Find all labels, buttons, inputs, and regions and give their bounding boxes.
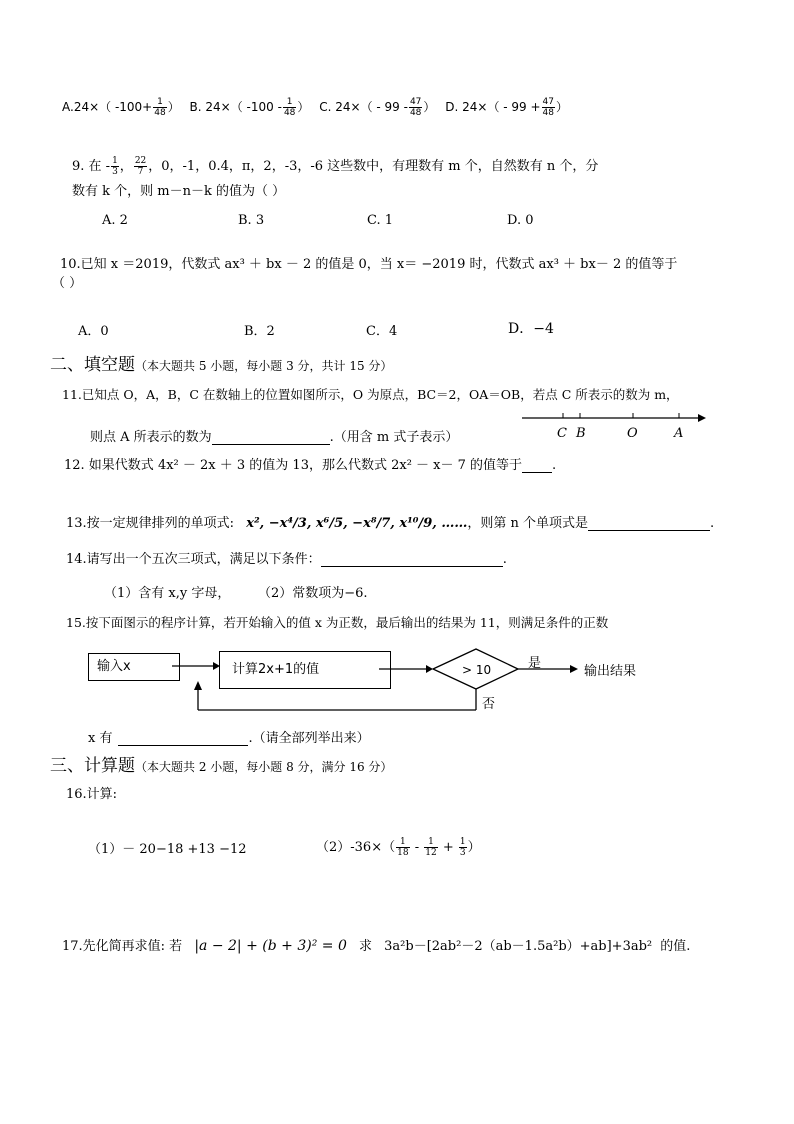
- flow-yes-label: 是: [528, 656, 542, 671]
- q11-line1: 11.已知点 O，A，B，C 在数轴上的位置如图所示，O 为原点，BC＝2，OA＝OB，若点 C 所表示的数为 m，: [62, 387, 679, 402]
- q9-option-c: C. 1: [367, 213, 394, 228]
- q13-text: 13.按一定规律排列的单项式: x², −x⁴/3, x⁶/5, −x⁸/7, x¹⁰/9, ……，则第 n 个单项式是 .: [66, 516, 715, 531]
- q17-expression: 3a²b－[2ab²－2（ab－1.5a²b）+ab]+3ab²: [384, 939, 653, 954]
- q9-line2: 数有 k 个，则 m－n－k 的值为（ ）: [72, 184, 286, 199]
- q16-part2: （2）-36×（ $\frac{1}{18}$ - $\frac{1}{12}$ + $\frac{1}{3}$ ）: [316, 837, 481, 858]
- q9-line1: 9. 在 - $\frac{1}{3}$ ， $\frac{22}{7}$ ，0，-1，0.4，π，2，-3，-6 这些数中，有理数有 m 个，自然数有 n 个，分: [72, 156, 599, 177]
- q9-option-d: D. 0: [507, 213, 534, 228]
- q10-text: 10.已知 x ＝2019，代数式 ax³ ＋ bx － 2 的值是 0，当 x＝ −2019 时，代数式 ax³ ＋ bx－ 2 的值等于: [60, 257, 678, 272]
- axis-label-a: A: [674, 426, 684, 441]
- q16-part1: （1）－ 20−18 +13 −12: [88, 842, 247, 857]
- axis-label-b: B: [576, 426, 586, 441]
- flow-diamond-label: > 10: [462, 663, 492, 677]
- q15-line2: x 有 .（请全部列举出来）: [88, 731, 370, 746]
- q9-option-b: B. 3: [238, 213, 265, 228]
- q8-option-c: C. 24×（ - 99 - $\frac{47}{48}$ ）: [319, 97, 436, 118]
- q10-paren: （ ）: [52, 276, 83, 291]
- q13-series: x², −x⁴/3, x⁶/5, −x⁸/7, x¹⁰/9, ……: [246, 516, 468, 531]
- q9-option-a: A. 2: [102, 213, 128, 228]
- q10-option-b: B．2: [244, 324, 275, 339]
- q8-option-b: B. 24×（ -100 - $\frac{1}{48}$ ）: [189, 97, 310, 118]
- q10-option-d: D．−4: [508, 321, 554, 337]
- flow-input-box: 输入x: [88, 653, 180, 681]
- section3-heading: 三、计算题（本大题共 2 小题，每小题 8 分，满分 16 分）: [50, 756, 393, 776]
- section2-heading: 二、填空题（本大题共 5 小题，每小题 3 分，共计 15 分）: [50, 355, 393, 375]
- q10-option-a: A．0: [78, 324, 109, 339]
- number-line: [520, 408, 710, 442]
- q17-condition: |a − 2| + (b + 3)² = 0: [194, 938, 347, 954]
- q14-line1: 14.请写出一个五次三项式，满足以下条件： .: [66, 552, 507, 567]
- q16-title: 16.计算:: [66, 787, 118, 802]
- axis-label-c: C: [557, 426, 567, 441]
- q17-text: 17.先化简再求值: 若 |a − 2| + (b + 3)² = 0 求 3a²b－[2ab²－2（ab－1.5a²b）+ab]+3ab² 的值.: [62, 938, 691, 954]
- flow-output-label: 输出结果: [584, 664, 637, 679]
- q8-option-d: D. 24×（ - 99 + $\frac{47}{48}$ ）: [445, 97, 569, 118]
- axis-label-o: O: [627, 426, 638, 441]
- q8-options: [62, 97, 568, 118]
- q12-text: 12. 如果代数式 4x² － 2x ＋ 3 的值为 13，那么代数式 2x² － x－ 7 的值等于 .: [64, 458, 557, 473]
- q10-option-c: C．4: [366, 324, 398, 339]
- flow-no-label: 否: [482, 697, 496, 712]
- q14-cond2: （2）常数项为−6.: [258, 586, 368, 601]
- flowchart-lines: [168, 648, 648, 720]
- q14-cond1: （1）含有 x,y 字母，: [104, 586, 231, 601]
- flow-calc-box: 计算2x+1的值: [219, 651, 391, 689]
- q11-line2: 则点 A 所表示的数为 .（用含 m 式子表示）: [90, 430, 459, 445]
- q15-line1: 15.按下面图示的程序计算，若开始输入的值 x 为正数，最后输出的结果为 11，则满足条件的正数: [66, 615, 609, 630]
- q8-option-a: A.24×（ -100+ $\frac{1}{48}$ ）: [62, 97, 180, 118]
